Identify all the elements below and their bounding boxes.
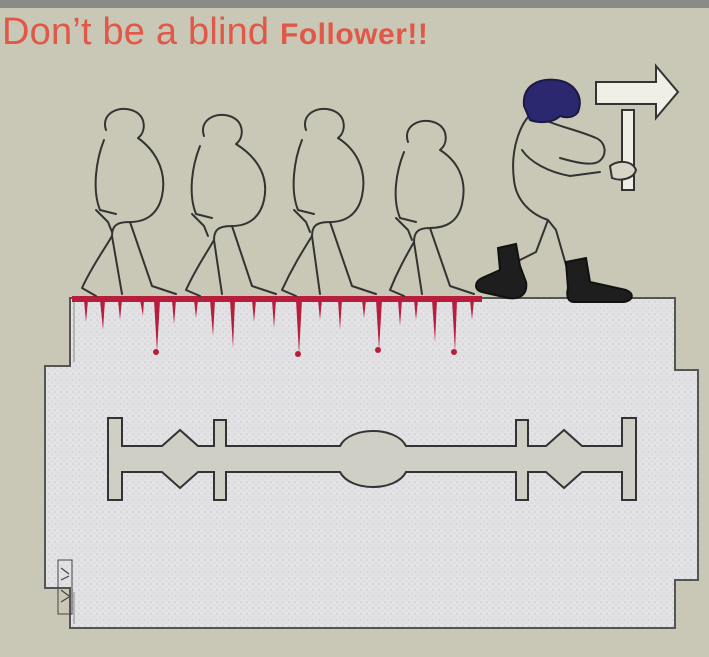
- blind-follower-4: [390, 121, 474, 296]
- blind-follower-1: [82, 109, 176, 296]
- caption-part-2: Follower!!: [280, 18, 429, 51]
- caption-part-1: Don’t be a blind: [2, 11, 281, 53]
- leader-right-boot: [566, 258, 632, 302]
- blind-follower-3: [282, 109, 376, 296]
- leader-hair: [524, 80, 580, 122]
- leader-figure: [504, 110, 605, 280]
- razor-blade-icon: [45, 298, 698, 628]
- arrow-sign-icon: [596, 66, 678, 190]
- blind-follower-2: [186, 115, 276, 296]
- leader-left-boot: [476, 244, 526, 298]
